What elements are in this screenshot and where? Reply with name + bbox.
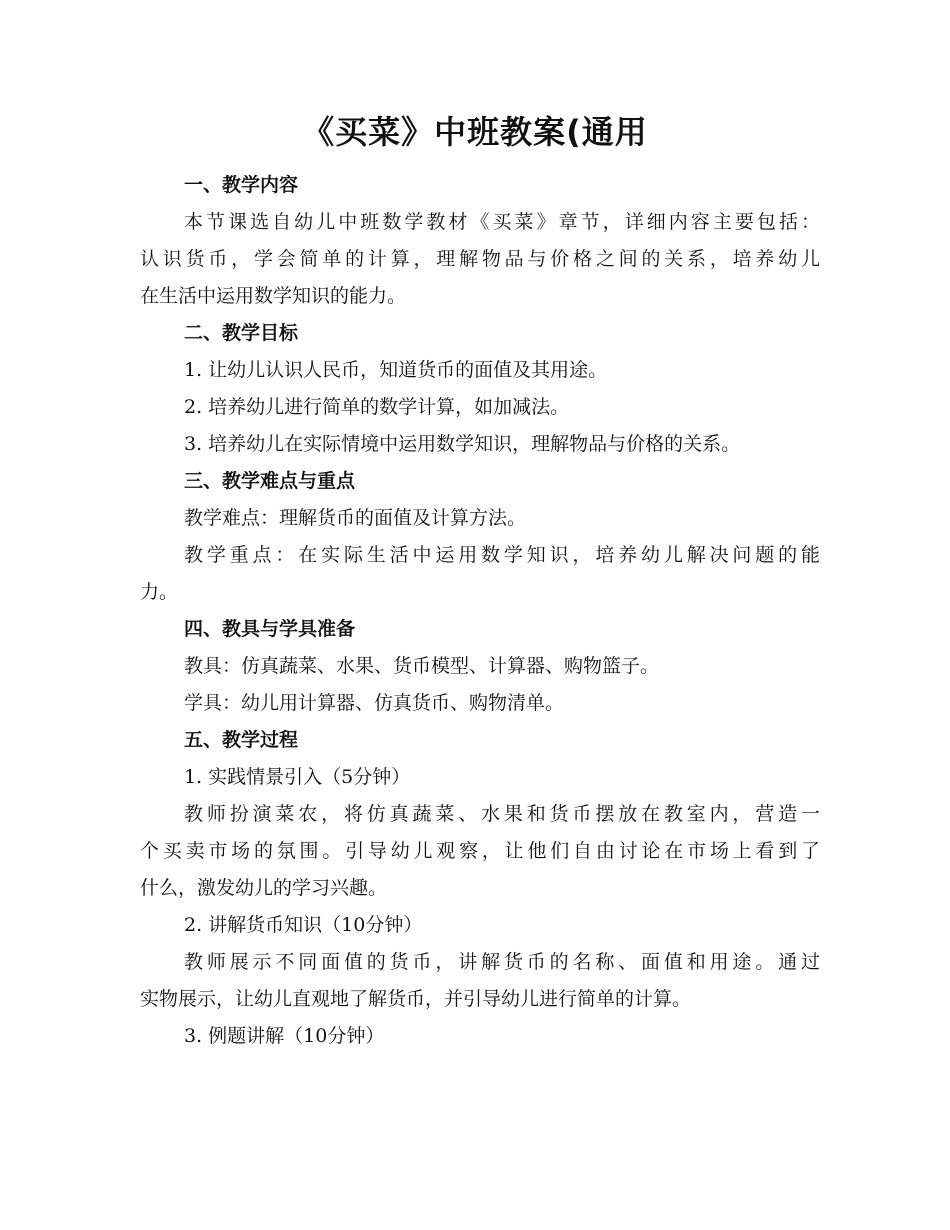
section-heading-content: 一、教学内容	[184, 174, 299, 196]
document-body	[140, 167, 820, 1055]
step-title: 3. 例题讲解（10分钟）	[184, 1025, 385, 1047]
paragraph-line: 教师扮演菜农，将仿真蔬菜、水果和货币摆放在教室内，营造一	[184, 803, 820, 825]
section-heading-materials: 四、教具与学具准备	[184, 618, 356, 640]
paragraph-line: 认识货币，学会简单的计算，理解物品与价格之间的关系，培养幼儿	[140, 248, 820, 270]
step-title: 1. 实践情景引入（5分钟）	[184, 766, 411, 788]
list-item: 1. 让幼儿认识人民币，知道货币的面值及其用途。	[184, 359, 608, 381]
section-heading-goals: 二、教学目标	[184, 322, 299, 344]
step-title: 2. 讲解货币知识（10分钟）	[184, 914, 423, 936]
section-heading-process: 五、教学过程	[184, 729, 299, 751]
paragraph-line: 教具：仿真蔬菜、水果、货币模型、计算器、购物篮子。	[184, 655, 660, 677]
paragraph-line: 教学重点：在实际生活中运用数学知识，培养幼儿解决问题的能	[184, 544, 820, 566]
document-title: 《买菜》中班教案(通用	[302, 113, 648, 151]
paragraph-line: 本节课选自幼儿中班数学教材《买菜》章节，详细内容主要包括：	[184, 211, 820, 233]
list-item: 2. 培养幼儿进行简单的数学计算，如加减法。	[184, 396, 570, 418]
paragraph-line: 力。	[140, 581, 179, 603]
paragraph-line: 什么，激发幼儿的学习兴趣。	[140, 877, 388, 899]
list-item: 3. 培养幼儿在实际情境中运用数学知识，理解物品与价格的关系。	[184, 433, 741, 455]
paragraph-line: 教师展示不同面值的货币，讲解货币的名称、面值和用途。通过	[184, 951, 820, 973]
section-heading-key-points: 三、教学难点与重点	[184, 470, 356, 492]
paragraph-line: 实物展示，让幼儿直观地了解货币，并引导幼儿进行简单的计算。	[140, 988, 692, 1010]
paragraph-line: 学具：幼儿用计算器、仿真货币、购物清单。	[184, 692, 565, 714]
paragraph-line: 个买卖市场的氛围。引导幼儿观察，让他们自由讨论在市场上看到了	[140, 840, 820, 862]
paragraph-line: 在生活中运用数学知识的能力。	[140, 285, 407, 307]
paragraph-line: 教学难点：理解货币的面值及计算方法。	[184, 507, 527, 529]
